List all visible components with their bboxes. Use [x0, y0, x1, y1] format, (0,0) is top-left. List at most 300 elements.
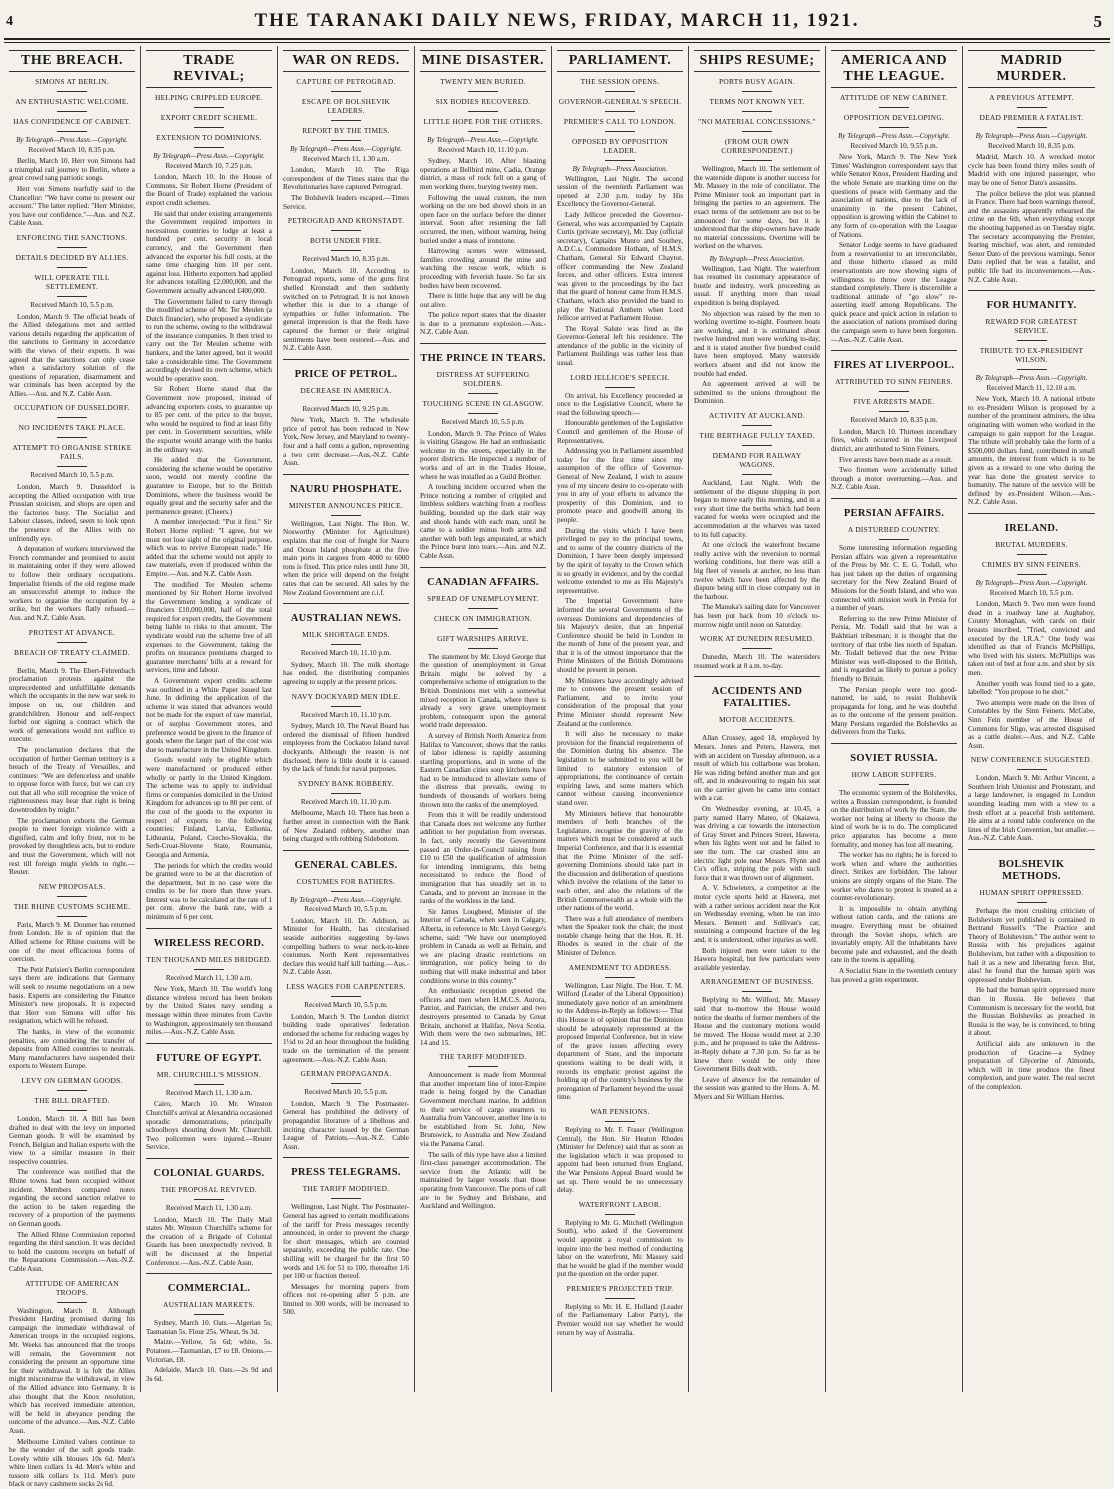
separator-rule [468, 628, 498, 629]
section-rule [283, 603, 409, 604]
separator-rule [879, 107, 909, 108]
article-paragraph: Lady Jellicoe preceded the Governor-General, who was accompanied by Captain Curtis (private secretary), Mr. Day (official secretary), Captains Munro and Southey, A.D.C.s, Commodore Hotham, of H.M.S. Chatham, General Sir Edward Chaytor, officer commanding the New Zealand forces, and other officers. Extra interest was given to the proceedings by the fact that the guard of honour came from H.M.S. Chatham, which also provided the band to play the National Anthem when Lord Jellicoe arrived at Parliament House. [557, 211, 683, 323]
separator-rule [57, 131, 87, 132]
article-paragraph: He had the human spirit oppressed more than in Russia. He believes that Communism is necessary for the world, but the Russian Bolsheviks as preached in Russia is the way, he is convinced, to bring it about. [968, 986, 1095, 1038]
newspaper-title: THE TARANAKI DAILY NEWS, FRIDAY, MARCH 11, 1921. [0, 10, 1114, 32]
article-paragraph: New York, March 9. The New York Times' Washington correspondent says that while Senator Knox, President Harding and the whole Senate are marking time on the questions of peace with Germany and the association of nations, due to the lack of unanimity in the present Cabinet, opposition is growing within the Cabinet to any form of co-operation with the League of Nations. [831, 153, 957, 239]
article-paragraph: New York, March 10. A national tribute to ex-President Wilson is proposed by a number of the prominent admirers, the idea originating with women who worked in the campaign to gain support for the League. The tribute will probably take the form of a $500,000 dollars fund, contributed in small amounts, the interest from which is to be given as a reward to one who during the year has done the greatest service to humanity. The nature of the service will be defined by ex-President Wilson.—Aus.-N.Z. Cable Assn. [968, 395, 1095, 507]
article-subheading: SIX BODIES RECOVERED. [420, 97, 546, 106]
separator-rule [742, 111, 772, 112]
article-paragraph: Cairo, March 10. Mr. Winston Churchill's arrival at Alexandria occasioned sporadic demonstrations, principally schoolboys shouting down Mr. Churchill. Two policemen were injured.—Reuter Service. [146, 1100, 272, 1152]
article-subheading: SIMONS AT BERLIN. [9, 77, 135, 86]
article-subheading: TRIBUTE TO EX-PRESIDENT WILSON. [968, 346, 1095, 364]
article-paragraph: Two firemen were accidentally killed through a motor overturning.—Aus. and N.Z. Cable Assn. [831, 466, 957, 492]
received-line: Received March 11, 12.10 a.m. [968, 384, 1095, 393]
article-paragraph: Sydney, March 10. Oats.—Algerian 5s; Tasmanian 5s. Flour 25s. Wheat, 9s 3d. [146, 1319, 272, 1336]
section-rule [283, 474, 409, 475]
article-paragraph: New York, March 9. The wholesale price of petrol has been reduced in New York, New Jersey, and Maryland to twenty-four and a half cents a gallon, representing a two cent decrease.—Aus.-N.Z. Cable Assn. [283, 416, 409, 468]
article-subheading: REWARD FOR GREATEST SERVICE. [968, 317, 1095, 335]
article-paragraph: London, March 10. The Riga correspondent of the Times states that the Revolutionaries have captured Petrograd. [283, 166, 409, 192]
article-paragraph: Replying to Mr. Wilford, Mr. Massey said that to-morrow the House would notice the deaths of former members of the House and the customary motions would be moved. The House would meet at 2.30 p.m., and he proposed to take the Address-in-Reply debate at 7.30 p.m. So far as he knew there would be only three Government Bills dealt with. [694, 996, 820, 1073]
article-subheading: THE BILL DRAFTED. [9, 1096, 135, 1105]
received-line: Received March 11, 1.30 a.m. [146, 1089, 272, 1098]
article-paragraph: London, March 10. Dr. Addison, as Minister for Health, has circularised seaside authorities suggesting by-laws compelling bathers to wear neck-to-knee costumes. North Kent representatives declare this would half kill bathing.—Aus.-N.Z. Cable Assn. [283, 917, 409, 977]
received-line: Received March 10, 8.35 p.m. [283, 255, 409, 264]
article-headline: FIRES AT LIVERPOOL. [831, 360, 957, 372]
article-paragraph: London, March 9. The London district building trade operatives' federation endorsed the scheme for reducing wages by 1½d to 2d an hour throughout the building trade on the termination of the present agreement.—Aus.-N.Z. Cable Assn. [283, 1013, 409, 1065]
separator-rule [331, 644, 361, 645]
article-headline: BOLSHEVIK METHODS. [968, 859, 1095, 883]
separator-rule [57, 642, 87, 643]
separator-rule [57, 437, 87, 438]
article-paragraph: There was a full attendance of members when the Speaker took the chair, the most notable change being that the Hon. R. H. Rhodes is seated in the chair of the Minister of Defence. [557, 915, 683, 958]
article-paragraph: A Socialist State in the twentieth century has proved a grim experiment. [831, 967, 957, 984]
separator-rule [742, 729, 772, 730]
article-paragraph: Another youth was found tied to a gate, labelled: "You propose to be shot." [968, 680, 1095, 697]
page-number: 5 [1094, 12, 1103, 32]
received-line: Received March 11, 1.30 a.m. [146, 974, 272, 983]
article-paragraph: The statement by Mr. Lloyd George that the question of unemployment in Great Britain might be solved by a comprehensive scheme of emigration to the British Dominions met with a somewhat mixed reception in Canada, where there is already a very grave unemployment problem, consequent upon the general world trade depression. [420, 653, 546, 730]
separator-rule [605, 131, 635, 132]
article-subheading: CRIMES BY SINN FEINERS. [968, 560, 1095, 569]
column-headline: THE BREACH. [9, 50, 135, 72]
article-paragraph: The police believe the plot was planned in France. There had been warnings thereof, and the assassins apparently rehearsed the crime on the 6th, when everything except the shooting happened as on Tuesday night. The secretary accompanying the Premier, fearing mischief, was alert, and reminded Senor Dato of the previous warnings. Senor Dato replied that he was a fatalist, and public life had its inconveniences.—Aus.-N.Z. Cable Assn. [968, 190, 1095, 285]
separator-rule [57, 1110, 87, 1111]
article-paragraph: London, March 10. Thirteen incendiary fires, which occurred in the Liverpool district, are attributed to Sinn Feiners. [831, 428, 957, 454]
article-paragraph: Maize.—Yellow, 5s 6d; white, 5s. Potatoes.—Tasmanian, £7 to £8. Onions.—Victorian, £8. [146, 1338, 272, 1364]
separator-rule [331, 120, 361, 121]
separator-rule [331, 891, 361, 892]
separator-rule [57, 247, 87, 248]
article-paragraph: My Ministers have accordingly advised me to convene the present session of Parliament, and to invite your consideration of the proposal that your Prime Minister should represent New Zealand at the conference. [557, 677, 683, 729]
separator-rule [468, 111, 498, 112]
section-rule [146, 1273, 272, 1274]
separator-rule [57, 916, 87, 917]
article-headline: CANADIAN AFFAIRS. [420, 577, 546, 589]
article-paragraph: On Wednesday evening, at 10.45, a party named Harry Mateo, of Okaiawa, was driving a car towards the intersection of Gray Street and Princes Street, Hawera, when his lights went out and he failed to see the turn. The car crashed into an electric light pole near Messrs. Flynn and Co's office, striping the pole with such force that it was thrown out of alignment. [694, 805, 820, 882]
article-paragraph: Harrowing scenes were witnessed, families crowding around the mine and watching the rescue work, which is proceeding with feverish haste. So far six bodies have been recovered. [420, 247, 546, 290]
masthead-rule [4, 38, 1110, 43]
article-subheading: HOW LABOR SUFFERS. [831, 770, 957, 779]
received-line: Received March 10, 11.10 p.m. [283, 649, 409, 658]
article-subheading: OPPOSED BY OPPOSITION LEADER. [557, 137, 683, 155]
section-rule [146, 1158, 272, 1159]
article-paragraph: The economic system of the Bolsheviks, writes a Russian correspondent, is founded on the distribution of work by the State, the worker not being at liberty to choose the kind of work he is to do. The complicated price apparatus has become a mere formality, and money has lost all meaning. [831, 789, 957, 849]
article-paragraph: Perhaps the most crushing criticism of Bolshevism yet published is contained in Bertrand Russell's "The Practice and Theory of Bolshevism." The author went to Russia with his prejudices against Bolshevism, but rather with a disposition to hail it as a new and liberating force. But, alas! he found that the human spirit was oppressed under Bolshevism. [968, 907, 1095, 984]
article-paragraph: The conference was notified that the Rhine towns had been occupied without incident. Members compared notes regarding the second sanction relative to the action to be taken regarding the recovery of a proportion of the payments on German goods. [9, 1168, 135, 1228]
column-headline: AMERICA AND THE LEAGUE. [831, 50, 957, 88]
article-subheading: SYDNEY BANK ROBBERY. [283, 779, 409, 788]
article-paragraph: The banks, in view of the economic penalties, are considering the transfer of deposits from Allied countries to neutrals. Many manufacturers have suspended their exports to Western Europe. [9, 1028, 135, 1071]
separator-rule [194, 1314, 224, 1315]
article-paragraph: London, March 9. The Postmaster-General has prohibited the delivery of propagandist literature of a libellous and inciting character issued by the German League of Patriots.—Aus.-N.Z. Cable Assn. [283, 1100, 409, 1152]
separator-rule [468, 648, 498, 649]
article-paragraph: From this it will be readily understood that Canada does not welcome any further addition to her population from overseas. In fact, only recently the Government passed an Order-in-Council raising from £10 to £50 the qualification of admission for intending immigrants, this being necessitated to reduce the flood of immigration that has steadily set in to Canada, and to prevent an increase in the ranks of the workless in the land. [420, 811, 546, 906]
column-6 [689, 46, 826, 1392]
page-number-left: 4 [6, 14, 13, 30]
article-paragraph: The Petit Parisien's Berlin correspondent says there are indications that Germany will seek to resume negotiations on a new basis. Experts are considering the Finance Minister's new proposals. It is expected that Herr von Simons will offer his resignation, which will be refused. [9, 966, 135, 1026]
separator-rule [331, 1198, 361, 1199]
article-paragraph: No objection was raised by the men to working overtime to-night. Fourteen boats are working, and it is estimated about twelve hundred men were working to-day, and it is stated another five hundred could have been employed. Many waterside workers absent and did not know the trouble had ended. [694, 310, 820, 379]
article-paragraph: London, March 9. Dusseldorf is accepting the Allied occupation with true Prussian stoicism, and shops are open and the factories busy. The Socialist and Labour classes, indeed, seem to look upon the presence of the Allies with no unfriendly eye. [9, 483, 135, 543]
article-subheading: AMENDMENT TO ADDRESS. [557, 963, 683, 972]
article-subheading: HUMAN SPIRIT OPPRESSED. [968, 888, 1095, 897]
separator-rule [742, 91, 772, 92]
article-subheading: THE PROPOSAL REVIVED. [146, 1185, 272, 1194]
section-rule [968, 513, 1095, 514]
separator-rule [879, 127, 909, 128]
article-paragraph: The Imperial Government have informed the several Governments of the overseas Dominions and dependencies of his Majesty's desire, that an Imperial Conference should be held in London in the month of June of the present year, and that it is of the utmost importance that the Prime Ministers of the British Dominions should be present in person. [557, 597, 683, 674]
article-headline: COMMERCIAL. [146, 1283, 272, 1295]
article-subheading: BREACH OF TREATY CLAIMED. [9, 648, 135, 657]
article-subheading: PETROGRAD AND KRONSTADT. [283, 216, 409, 225]
separator-rule [331, 706, 361, 707]
column-7 [826, 46, 963, 1392]
column-body [146, 93, 272, 1383]
received-line: Received March 10, 5.5 p.m. [9, 301, 135, 310]
article-paragraph: Sir Robert Horne stated that the Government now proposed, instead of advancing exporters costs, to guarantee up to 85 per cent. of the price to the buyer, who would be required to find at least fifty per cent. in Government securities, while the exporter would arrange with the banks in the ordinary way. [146, 385, 272, 454]
article-subheading: NEW PROPOSALS. [9, 882, 135, 891]
separator-rule [879, 539, 909, 540]
section-rule [968, 849, 1095, 850]
column-body [968, 93, 1095, 1092]
separator-rule [879, 391, 909, 392]
received-line: Received March 10, 8.35 p.m. [9, 146, 135, 155]
article-paragraph: Replying to Mr. F. Fraser (Wellington Central), the Hon. Sir Heaton Rhodes (Minister for Defence) said that as soon as the legislation which it was proposed to appoint had been returned from England, the War Pensions Appeal Board would be set up. There would be no unnecessary delay. [557, 1126, 683, 1195]
article-subheading: A PREVIOUS ATTEMPT. [968, 93, 1095, 102]
article-paragraph: Allan Crossey, aged 18, employed by Messrs. Jones and Peters, Hawera, met with an accident on Tuesday afternoon, as a result of which his collarbone was broken. He was riding behind another man and got off, and in endeavouring to regain his seat on the carrier given he came into contact with a car. [694, 734, 820, 803]
article-paragraph: He said that under existing arrangements the Government required importers in necessitous countries to lodge at least a hundred per cent. security in local currency, and the Government then advanced the exporter his full costs, at the same time charging him 10 per cent. against loss. Hitherto exporters had applied for advances totalling £2,000,000, and the Government actually advanced £400,000. [146, 210, 272, 296]
article-paragraph: Following the usual custom, the men working on the ore bed shovel shots in an open face on the surface before the dinner interval. Soon after resuming the fall occurred, the men, without warning, being buried under a mass of ironstone. [420, 194, 546, 246]
received-line: Received March 10, 5.5 p.m. [283, 905, 409, 914]
article-paragraph: Wellington, March 10. The settlement of the waterside dispute is another success for Mr. Massey in the role of conciliator. The Prime Minister took an important part in bringing the parties to an agreement. The exact terms of the settlement are not to be announced for some days, but it is understood that the ship-owners have made no material concessions. Overtime will be worked on the wharves. [694, 165, 820, 251]
article-headline: FOR HUMANITY. [968, 300, 1095, 312]
separator-rule [742, 160, 772, 161]
article-paragraph: The periods for which the credits would be granted were to be at the discretion of the department, but in no case were the credits to be for more than three years. Interest was to be calculated at the rate of 1 per cent. above the bank rate, with a minimum of 6 per cent. [146, 862, 272, 922]
separator-rule [331, 250, 361, 251]
article-paragraph: It is impossible to obtain anything without ration cards, and the rations are meagre. Everything must be obtained through the Soviet shops, which are invariably empty. All the inhabitants have become pale and exhausted, and the death rate in the towns is appalling. [831, 905, 957, 965]
article-subheading: MILK SHORTAGE ENDS. [283, 630, 409, 639]
separator-rule [57, 267, 87, 268]
article-subheading: REPORT BY THE TIMES. [283, 126, 409, 135]
separator-rule [194, 1084, 224, 1085]
article-paragraph: Sydney, March 10. The milk shortage has ended, the distributing companies agreeing to supply at the present prices. [283, 661, 409, 687]
article-subheading: SPREAD OF UNEMPLOYMENT. [420, 594, 546, 603]
article-subheading: "NO MATERIAL CONCESSIONS." [694, 117, 820, 126]
article-subheading: TERMS NOT KNOWN YET. [694, 97, 820, 106]
column-body [420, 77, 546, 1211]
received-line: Received March 11, 1.30 a.m. [283, 155, 409, 164]
article-paragraph: Honourable gentlemen of the Legislative Council and gentlemen of the House of Representatives. [557, 419, 683, 445]
article-headline: FUTURE OF EGYPT. [146, 1053, 272, 1065]
article-subheading: TEN THOUSAND MILES BRIDGED. [146, 955, 272, 964]
received-line: Received March 10, 11.10 p.m. [283, 711, 409, 720]
article-paragraph: There is little hope that any will be dug out alive. [420, 292, 546, 309]
article-paragraph: The police report states that the disaster is due to a premature explosion.—Aus.-N.Z. Cable Assn. [420, 311, 546, 337]
article-subheading: MOTOR ACCIDENTS. [694, 715, 820, 724]
article-paragraph: Replying to Mr. H. E. Holland (Leader of the Parliamentary Labor Party), the Premier would not say whether he would return by way of Australia. [557, 1303, 683, 1337]
article-paragraph: Wellington, Last Night. The second session of the twentieth Parliament was opened at 2.30 p.m. today by His Excellency the Governor-General. [557, 175, 683, 209]
separator-rule [605, 1298, 635, 1299]
article-paragraph: Both injured men were taken to the Hawera hospital, but few particulars were available yesterday. [694, 947, 820, 973]
wire-credit: By Telegraph—Press Assn.—Copyright. [283, 145, 409, 154]
wire-credit: By Telegraph—Press Assn.—Copyright. [283, 896, 409, 905]
article-paragraph: Five arrests have been made as a result. [831, 456, 957, 465]
wire-credit: By Telegraph—Press Association. [557, 165, 683, 174]
article-subheading: EXTENSION TO DOMINIONS. [146, 133, 272, 142]
article-subheading: ACTIVITY AT AUCKLAND. [694, 411, 820, 420]
article-subheading: NAVY DOCKYARD MEN IDLE. [283, 692, 409, 701]
separator-rule [468, 1066, 498, 1067]
separator-rule [57, 91, 87, 92]
article-subheading: MR. CHURCHILL'S MISSION. [146, 1070, 272, 1079]
article-subheading: WORK AT DUNEDIN RESUMED. [694, 634, 820, 643]
article-paragraph: Madrid, March 10. A wrecked motor cycle has been found thirty miles south of Madrid with one injured passenger, who may be one of Senor Dato's assassins. [968, 153, 1095, 187]
article-paragraph: London, March 9. The Prince of Wales is visiting Glasgow. He had an enthusiastic welcome in the streets, especially in the poorer districts. He inspected a number of works and of art in the Trades House, where he was installed as a Guild Brother. [420, 430, 546, 482]
article-subheading: WAR PENSIONS. [557, 1107, 683, 1116]
separator-rule [194, 107, 224, 108]
article-paragraph: He added that the Government, considering the scheme would be operative soon, would not merely confine the guarantee to Europe, but to the British Dominions, where the business would be equally great and the security safer and the permanence greater. (Cheers.) [146, 456, 272, 516]
article-paragraph: The Bolshevik leaders escaped.—Times Service. [283, 194, 409, 211]
article-paragraph: Wellington, Last Night. The Hon. W. Nosworthy (Minister for Agriculture) explains that the cost of freight for Nauru and Ocean Island phosphate at the five main ports in cargoes from 4000 to 6000 tons is fixed. This price rules until June 30, when the price will depend on the freight rates that can be secured. All sales by the New Zealand Government are c.i.f. [283, 520, 409, 597]
article-paragraph: New York, March 10. The world's long distance wireless record has been broken by the United States navy sending a message within three minutes from Cavite to Washington, approximately ten thousand miles.—Aus.-N.Z. Cable Assn. [146, 985, 272, 1037]
article-headline: AUSTRALIAN NEWS. [283, 613, 409, 625]
article-headline: GENERAL CABLES. [283, 860, 409, 872]
article-headline: NAURU PHOSPHATE. [283, 484, 409, 496]
article-paragraph: Washington, March 8. Although President Harding promised during his campaign the immediate withdrawal of American troops in the occupied regions, Mr. Weeks has announced that the troops will remain, the Government not considering the present an opportune time for their withdrawal. It is felt the Allies might misconstrue the withdrawal, in view of the Allied advance into Germany. It is also thought that the Knox resolution, which has received immediate attention, will be held in abeyance pending the outcome of the advance.—Aus.-N.Z. Cable Assn. [9, 1307, 135, 1436]
separator-rule [1017, 574, 1047, 575]
wire-credit: By Telegraph—Press Assn.—Copyright. [968, 374, 1095, 383]
section-rule [283, 359, 409, 360]
wire-credit: By Telegraph—Press Association. [694, 255, 820, 264]
article-subheading: THE RHINE CUSTOMS SCHEME. [9, 902, 135, 911]
article-paragraph: Senator Lodge seems to have graduated from a reservationist to an irreconcilable, and those hitherto classed as mild reservationists are now showing signs of willingness to throw over the League standard completely. There is discernible a traditional attitude of "go slow" re-asserting itself among Republicans. The quick peace and quick action in relation to the association of nations promised during the campaign seem to have been forgotten.—Aus.-N.Z. Cable Assn. [831, 241, 957, 344]
article-subheading: CAPTURE OF PETROGRAD. [283, 77, 409, 86]
received-line: Received March 10, 8.35 p.m. [831, 416, 957, 425]
article-paragraph: Wellington, Last Night. The waterfront has resumed its customary appearance of bustle and industry, work proceeding as usual. If anything more than usual expedition is being displayed. [694, 265, 820, 308]
received-line: Received March 10, 11.10 p.m. [283, 798, 409, 807]
section-rule [831, 350, 957, 351]
article-headline: IRELAND. [968, 523, 1095, 535]
separator-rule [468, 91, 498, 92]
separator-rule [331, 230, 361, 231]
article-paragraph: Herr von Simons tearfully said to the Chancellor: "We have come to present our account." The latter replied: "Herr Minister, you have our confidence."—Aus. and N.Z. Cable Assn. [9, 185, 135, 228]
separator-rule [468, 413, 498, 414]
article-paragraph: Leave of absence for the remainder of the session was granted to the Hons. A. M. Myers and Sir William Herries. [694, 1076, 820, 1102]
article-paragraph: Melbourne, March 10. There has been a further arrest in connection with the Bank of New Zealand robbery, another man being charged with robbing Sidebottom. [283, 809, 409, 843]
article-paragraph: The modified Ter Meulen scheme mentioned by Sir Robert Horne involved the Government lending a syndicate of financiers £10,000,000, half of the total required for export credits, the Government being liable to risks to that amount. The syndicate would run the scheme free of all expenses to the Government, taking the profits on insurance premiums charged to guarantee merchants' bills at a reward for services, time and labour. [146, 581, 272, 676]
article-paragraph: The sails of this type have also a limited first-class passenger accommodation. The service from the Atlantic will be maintained by larger vessels than those operating from Vancouver. The ports of call are to be Sydney and Brisbane, and Auckland and Wellington. [420, 1151, 546, 1211]
article-subheading: GIFT WARSHIPS ARRIVE. [420, 634, 546, 643]
separator-rule [1017, 769, 1047, 770]
article-paragraph: The proclamation exhorts the German people to meet foreign violence with a dignified, calm and lofty front, not to be provoked by thoughtless acts, but to endure and trust the Government, which will not rest till foreign might yields to right.—Reuter. [9, 817, 135, 877]
article-paragraph: Messages for morning papers from offices not re-opening after 5 p.m. are limited to 300 words, will be increased to 500. [283, 1283, 409, 1317]
received-line: Received March 10, 8.35 p.m. [968, 142, 1095, 151]
separator-rule [1017, 554, 1047, 555]
article-subheading: DEMAND FOR RAILWAY WAGONS. [694, 451, 820, 469]
wire-credit: By Telegraph—Press Assn.—Copyright. [146, 152, 272, 161]
article-subheading: (FROM OUR OWN CORRESPONDENT.) [694, 137, 820, 155]
separator-rule [331, 1083, 361, 1084]
section-rule [831, 498, 957, 499]
separator-rule [331, 400, 361, 401]
article-paragraph: The worker has no rights; he is forced to work when and where the authorities direct. Strikes are forbidden. The labour unions are simply organs of the State. The worker who dares to protest is treated as a counter-revolutionary. [831, 851, 957, 903]
separator-rule [1017, 340, 1047, 341]
article-paragraph: My Ministers believe that honourable members of both branches of the Legislature, recognise the gravity of the matters which must be considered at such Imperial Conference, and that it is essential that the Prime Minister of the self-governing Dominions should take part in the discussion and deliberation of questions which involve the relations of the latter to each other, and also the relations of the British Commonwealth as a whole with the other nations of the world. [557, 810, 683, 913]
column-headline: SHIPS RESUME; [694, 50, 820, 72]
article-paragraph: An enthusiastic reception greeted the officers and men when H.M.C.S. Aurora, Patriot, and Patrician, the cruiser and two destroyers presented to Canada by Great Britain, anchored at Halifax, Nova Scotia. With them were the two submarines, HC 14 and 15. [420, 987, 546, 1047]
article-subheading: PORTS BUSY AGAIN. [694, 77, 820, 86]
masthead [0, 0, 1114, 44]
separator-rule [57, 417, 87, 418]
separator-rule [742, 648, 772, 649]
article-subheading: OCCUPATION OF DUSSELDORF. [9, 403, 135, 412]
article-subheading: PROTEST AT ADVANCE. [9, 628, 135, 637]
article-headline: PRICE OF PETROL. [283, 369, 409, 381]
article-paragraph: Sydney, March 10. After blasting operations at Bellbird mine, Cadia, Orange district, a mass of rock fell on a gang of men working there, burying twenty men. [420, 157, 546, 191]
section-rule [283, 850, 409, 851]
article-subheading: THE BERTHAGE FULLY TAXED. [694, 431, 820, 440]
section-rule [146, 1043, 272, 1044]
separator-rule [605, 160, 635, 161]
article-headline: COLONIAL GUARDS. [146, 1168, 272, 1180]
separator-rule [1017, 902, 1047, 903]
section-rule [420, 567, 546, 568]
article-subheading: THE TARIFF MODIFIED. [420, 1052, 546, 1061]
separator-rule [331, 140, 361, 141]
separator-rule [1017, 369, 1047, 370]
column-headline: WAR ON REDS. [283, 50, 409, 72]
article-subheading: DISTRESS AT SUFFERING SOLDIERS. [420, 370, 546, 388]
article-subheading: DECREASE IN AMERICA. [283, 386, 409, 395]
received-line: Received March 11, 1.30 a.m. [146, 1204, 272, 1213]
wire-credit: By Telegraph—Press Assn.—Copyright. [831, 132, 957, 141]
article-subheading: LESS WAGES FOR CARPENTERS. [283, 982, 409, 991]
article-headline: THE PRINCE IN TEARS. [420, 353, 546, 365]
article-paragraph: During the visits which I have been privileged to pay to the principal towns, and to some of the country districts of the Dominion, I have been deeply impressed by the spirit of loyalty to the Crown which is so greatly in evidence, and by the cordial welcome extended to me as His Majesty's representative. [557, 527, 683, 596]
article-paragraph: Sir James Lougheed, Minister of the Interior of Canada, when seen in Calgary, Alberta, in reference to Mr. Lloyd George's scheme, said: "We have our unemployed problem in Canada as well as Britain, and we are placing drastic restrictions on immigration, our policy being to do nothing that will make industrial and labor conditions worse in this country." [420, 908, 546, 985]
article-subheading: CHECK ON IMMIGRATION. [420, 614, 546, 623]
article-paragraph: The Persian people were too good-natured, he said, to resist Bolshevik propaganda for long, and he was doubtful as to the outcome of the present position. Many Persians regarded the Bolsheviks as deliverers from the Turks. [831, 686, 957, 738]
column-headline: MINE DISASTER. [420, 50, 546, 72]
article-paragraph: Referring to the new Prime Minister of Persia, Mr. Todall said that he was a Bakhtiari tribesman; it is thought that the territory of that tribe lies north of Ispahan. Mr. Todall believed that the new Prime Minister was well-disposed to the British, and is regarded as likely to pursue a policy friendly to Britain. [831, 615, 957, 684]
article-subheading: LORD JELLICOE'S SPEECH. [557, 373, 683, 382]
article-paragraph: The Allied Rhine Commission reported regarding the third sanction. It was decided to hold the customs receipts on behalf of the Reparations Commission.—Aus.-N.Z. Cable Assn. [9, 1231, 135, 1274]
column-8 [963, 46, 1100, 1392]
article-subheading: BRUTAL MURDERS. [968, 540, 1095, 549]
article-paragraph: Berlin, March 9. The Ebert-Fehrenbach proclamation protests against the unprecedented and unfulfillable demands which the occupants in the new war seek to impose on us, our children and grandchildren. Honour and self-respect forbid our signing a contract which the work of generations would not suffice to execute. [9, 667, 135, 744]
column-headline: TRADE REVIVAL; [146, 50, 272, 88]
section-rule [968, 290, 1095, 291]
separator-rule [57, 1090, 87, 1091]
article-paragraph: London, March 10. In the House of Commons, Sir Robert Horne (President of the Board of Trade) explained the various export credit schemes. [146, 173, 272, 207]
article-paragraph: Melbourne Limited values continue to be the wonder of the soft goods trade. Lovely white silk blouses 10s 6d. Men's white linen collars 1s 4d. Men's white and tussore silk collars 1s 11d. Men's pure black or navy cashmere socks 2s 6d. [9, 1438, 135, 1489]
separator-rule [194, 127, 224, 128]
article-subheading: PREMIER'S CALL TO LONDON. [557, 117, 683, 126]
article-headline: PRESS TELEGRAMS. [283, 1167, 409, 1179]
column-4 [415, 46, 552, 1392]
separator-rule [468, 131, 498, 132]
article-subheading: NEW CONFERENCE SUGGESTED. [968, 755, 1095, 764]
article-subheading: DEAD PREMIER A FATALIST. [968, 113, 1095, 122]
article-subheading: BOTH UNDER FIRE. [283, 236, 409, 245]
article-paragraph: Announcement is made from Montreal that another important line of inter-Empire trade is being forged by the Canadian Government merchant marine. In addition to their service of cargo steamers to Australia from Vancouver, another line is to be established from St. John, New Brunswick, to Australia and New Zealand via the Panama Canal. [420, 1071, 546, 1148]
article-subheading: ATTITUDE OF NEW CABINET. [831, 93, 957, 102]
article-paragraph: A. V. Schwieters, a competitor at the motor cycle sports held at Hawera, met with a rather serious accident near the Kot on Wednesday evening, when he ran into Messrs. Bennett and Sullivan's car, sustaining a compound fracture of the leg and, it is understood, other injuries as well. [694, 884, 820, 944]
article-paragraph: The Government failed to carry through the modified scheme of Mr. Ter Meulen (a Dutch financier), who proposed a syndicate to run the scheme, owing to the withdrawal of the insurance companies. It then tried to carry out the Ter Meulen scheme with bankers, and the latter agreed, but it would take a considerable time. The Government accordingly devised its own scheme, which would be operative soon. [146, 298, 272, 384]
article-subheading: PREMIER'S PROJECTED TRIP. [557, 1284, 683, 1293]
separator-rule [331, 793, 361, 794]
separator-rule [605, 111, 635, 112]
article-paragraph: London, March 9. Mr. Arthur Vincent, a Southern Irish Unionist and Protestant, and a large landowner, is engaged in London sounding leading men with a view to a fresh effort at a peaceful Irish settlement. He aims at a round table conference on the lines of the Irish Convention, but smaller.—Aus.-N.Z. Cable Assn. [968, 774, 1095, 843]
article-paragraph: The Royal Salute was fired as the Governor-General left his residence. The attendance of the public in the vicinity of Parliament Buildings was rather less than usual. [557, 325, 683, 368]
received-line: Received March 10, 11.10 p.m. [420, 146, 546, 155]
article-subheading: THE TARIFF MODIFIED. [283, 1184, 409, 1193]
separator-rule [194, 147, 224, 148]
section-rule [146, 928, 272, 929]
article-paragraph: Goods would only be eligible which were manufactured or produced either wholly or partly in the United Kingdom. The scheme was to apply to individual firms or companies domiciled in the United Kingdom for advances up to 80 per cent. of the cost of the goods to the exporter in respect of exports to the following countries: Finland, Latvia, Esthonia, Lithuania, Poland, Czecho-Slovakia, the Serb-Croat-Slovene State, Roumania, Georgia and Armenia. [146, 756, 272, 859]
separator-rule [468, 393, 498, 394]
separator-rule [57, 466, 87, 467]
article-paragraph: London, March 9. The official heads of the Allied delegations met and settled various details regarding the application of the sanctions to Germany in accordance with the views of their experts. It was agreed that the sanctions can only cease when a satisfactory solution of the questions of reparation, disarmament and war criminals has been accepted by the Allies.—Aus. and N.Z. Cable Assn. [9, 313, 135, 399]
separator-rule [742, 425, 772, 426]
separator-rule [194, 1199, 224, 1200]
article-paragraph: London, March 10. A Bill has been drafted to deal with the levy on imported German goods. It will be examined by French, Belgian and Italian experts with the view to a similar measure in their respective countries. [9, 1115, 135, 1167]
column-body [831, 93, 957, 984]
article-paragraph: Sydney, March 10. The Naval Board has ordered the dismissal of fifteen hundred employees from the Cockatoo Island naval dockyards. Although the reason is not disclosed, there is little doubt it is caused by the lack of funds for naval purposes. [283, 722, 409, 774]
separator-rule [742, 991, 772, 992]
column-1 [4, 46, 141, 1392]
article-paragraph: At one o'clock the waterfront became really active with the reversion to normal working conditions, but there was still a big fleet of vessels at anchor, no less than twelve which have been affected by the dispute being still in close company out in the harbour. [694, 541, 820, 601]
article-subheading: TWENTY MEN BURIED. [420, 77, 546, 86]
article-subheading: ENFORCING THE SANCTIONS. [9, 233, 135, 242]
article-subheading: WILL OPERATE TILL SETTLEMENT. [9, 273, 135, 291]
article-subheading: EXPORT CREDIT SCHEME. [146, 113, 272, 122]
article-paragraph: Addressing you in Parliament assembled today for the first time since my assumption of the office of Governor-General of New Zealand, I wish to assure you of my sincere desire to co-operate with you in any of your efforts to advance the prosperity of this Dominion, and to promote peace and goodwill among its people. [557, 447, 683, 524]
column-body [694, 77, 820, 1101]
article-paragraph: A touching incident occurred when the Prince noticing a number of crippled and limbless soldiers watching from a roofless building, bounded up the dark stair way and shook hands with each man, until he came to a soldier minus both arms and another with both legs amputated, at which the Prince burst into tears.—Aus. and N.Z. Cable Assn. [420, 483, 546, 560]
article-paragraph: On arrival, his Excellency proceeded at once to the Legislative Council, where he read the following speech:— [557, 392, 683, 418]
received-line: Received March 10, 9.25 p.m. [283, 405, 409, 414]
separator-rule [468, 608, 498, 609]
article-subheading: THE SESSION OPENS. [557, 77, 683, 86]
section-rule [283, 1157, 409, 1158]
wire-credit: By Telegraph—Press Assn.—Copyright. [420, 136, 546, 145]
separator-rule [742, 474, 772, 475]
article-headline: SOVIET RUSSIA. [831, 753, 957, 765]
column-headline: MADRID MURDER. [968, 50, 1095, 88]
article-paragraph: Paris, March 9. M. Doumer has returned from London. He is of opinion that the Allied scheme for Rhine customs will be one of the most efficacious forms of coercion. [9, 921, 135, 964]
article-paragraph: The proclamation declares that the occupation of further German territory is a breach of the Treaty of Versailles, and continues: "We are defenceless and unable to oppose force with force, but we can cry out that all who still recognise the voice of righteousness may hear that right is being downtrodden by might." [9, 746, 135, 815]
article-subheading: A DISTURBED COUNTRY. [831, 525, 957, 534]
column-body [283, 77, 409, 1317]
article-paragraph: A deputation of workers interviewed the French commander and promised to assist in maintaining order if they were allowed to follow their ordinary occupations. Imperialist friends of the old regime made an unsuccessful attempt to induce the workers to organise the occupation by a strike, but the workers flatly refused.—Aus. and N.Z. Cable Assn. [9, 545, 135, 622]
article-paragraph: Two attempts were made on the lives of Constables by the Sinn Feiners. McCabe, Sinn Fein member of the House of Commons for Sligo, was arrested disguised as a cattle dealer.—Aus. and N.Z. Cable Assn. [968, 699, 1095, 751]
separator-rule [605, 1121, 635, 1122]
article-paragraph: London, March 10. According to Petrograd reports, some of the guns first shelled Kronstadt and then suddenly switched on to Petrograd. It is not known whether this is due to a change of sympathies or fuller information. The general impression is that the Reds have captured the former or their original sentiments have been restored.—Aus. and N.Z. Cable Assn. [283, 267, 409, 353]
article-subheading: DETAILS DECIDED BY ALLIES. [9, 253, 135, 262]
article-subheading: HAS CONFIDENCE OF CABINET. [9, 117, 135, 126]
article-subheading: LITTLE HOPE FOR THE OTHERS. [420, 117, 546, 126]
separator-rule [331, 515, 361, 516]
article-subheading: MINISTER ANNOUNCES PRICE. [283, 501, 409, 510]
column-body [557, 77, 683, 1337]
article-paragraph: Artificial aids are unknown in the production of Gracine—a Sydney preparation of Glycerine of Almonds, which will in time produce the finest complexion, and pure water. The real secret of the complexion. [968, 1040, 1095, 1092]
separator-rule [331, 91, 361, 92]
article-subheading: GERMAN PROPAGANDA. [283, 1069, 409, 1078]
separator-rule [194, 969, 224, 970]
article-subheading: NO INCIDENTS TAKE PLACE. [9, 423, 135, 432]
